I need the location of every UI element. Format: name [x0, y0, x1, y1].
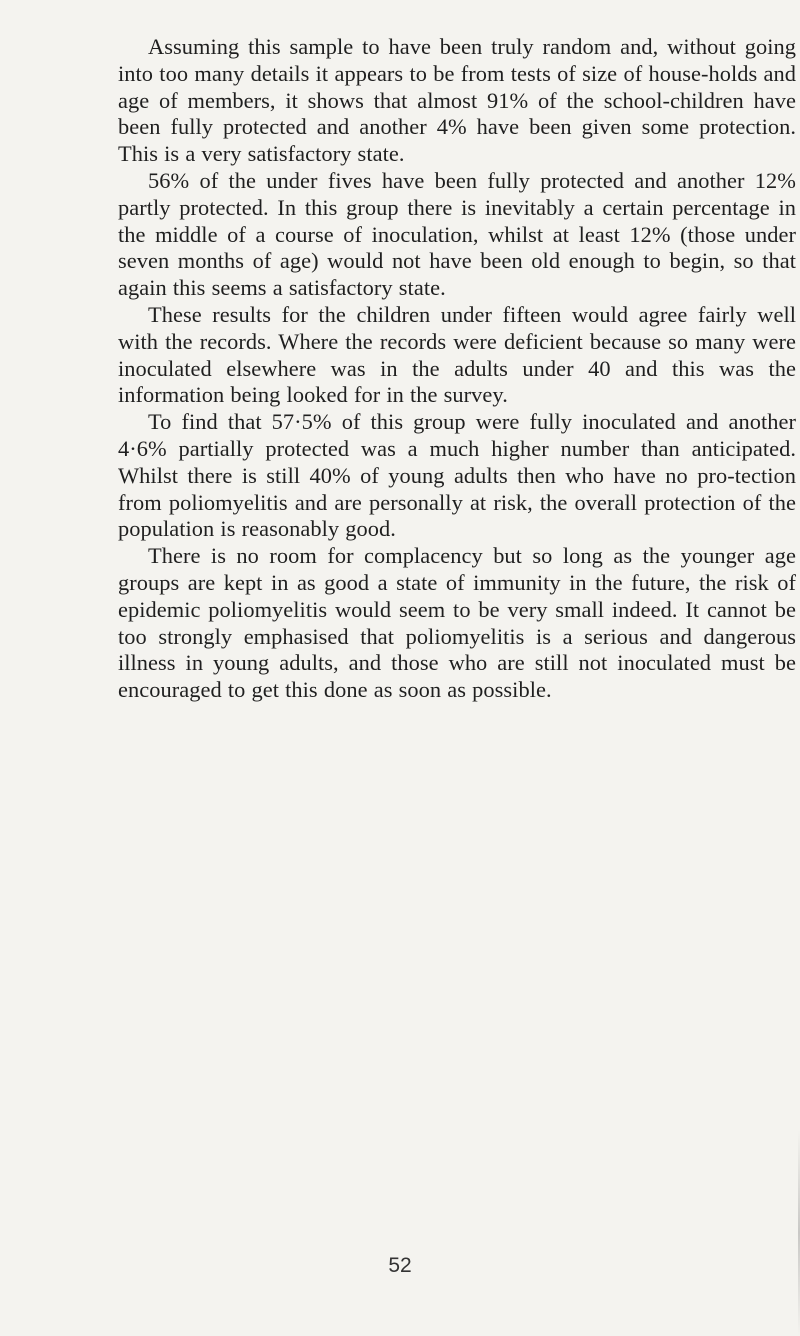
body-text — [118, 34, 796, 704]
page-number: 52 — [388, 1254, 412, 1277]
paragraph-3: These results for the children under fifteen would agree fairly well with the records. Where the records were deficient because so many were inoculated elsewhere was in the adults under 40 and this was the information being looked for in the survey. — [118, 301, 796, 408]
paragraph-5: There is no room for complacency but so long as the younger age groups are kept in as good a state of immunity in the future, the risk of epidemic poliomyelitis would seem to be very small indeed. It cannot be too strongly emphasised that poliomyelitis is a serious and dangerous illness in young adults, and those who are still not inoculated must be encouraged to get this done as soon as possible. — [118, 543, 796, 703]
paragraph-1: Assuming this sample to have been truly random and, without going into too many details it appears to be from tests of size of house-holds and age of members, it shows that almost 91% of the school-children have been fully protected and another 4% have been given some protection. This is a very satisfactory state. — [118, 34, 796, 167]
paragraph-4: To find that 57·5% of this group were fully inoculated and another 4·6% partially protected was a much higher number than anticipated. Whilst there is still 40% of young adults then who have no pro-tection from poliomyelitis and are personally at risk, the overall protection of the population is reasonably good. — [118, 409, 796, 542]
paragraph-2: 56% of the under fives have been fully protected and another 12% partly protected. In this group there is inevitably a certain percentage in the middle of a course of inoculation, whilst at least 12% (those under seven months of age) would not have been old enough to begin, so that again this seems a satisfactory state. — [118, 167, 796, 301]
